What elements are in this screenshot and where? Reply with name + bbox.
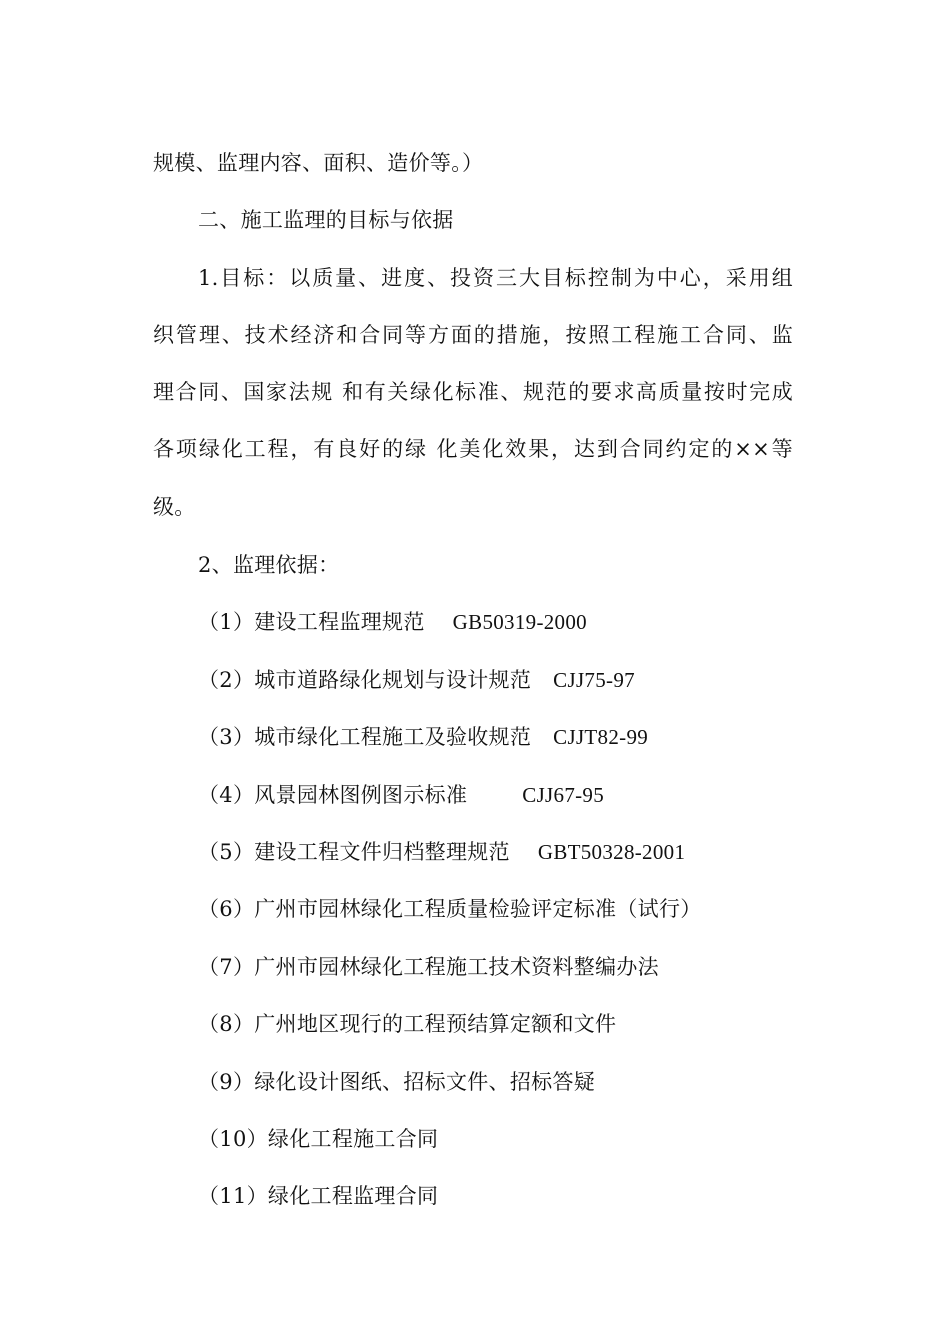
basis-list-item [198, 1181, 838, 1211]
basis-item-label: （11）绿化工程监理合同 [198, 1184, 439, 1208]
basis-item-label: （3）城市绿化工程施工及验收规范 [198, 725, 532, 749]
goal-paragraph-line: 理合同、国家法规 和有关绿化标准、规范的要求高质量按时完成 [153, 380, 793, 404]
basis-list-item [198, 1009, 838, 1039]
basis-item-code: CJJT82-99 [553, 725, 649, 749]
basis-heading: 2、监理依据： [198, 553, 340, 577]
basis-item-code: GBT50328-2001 [537, 840, 686, 864]
basis-item-label: （9）绿化设计图纸、招标文件、招标答疑 [198, 1070, 596, 1094]
basis-list-item [198, 607, 838, 637]
basis-item-label: （5）建设工程文件归档整理规范 [198, 840, 510, 864]
basis-item-code: CJJ75-97 [553, 668, 635, 692]
basis-item-code: CJJ67-95 [522, 783, 605, 807]
basis-list-item [198, 894, 838, 924]
basis-list-item [198, 780, 838, 810]
basis-item-label: （2）城市道路绿化规划与设计规范 [198, 668, 532, 692]
basis-list-item [198, 1067, 838, 1097]
basis-list-item [198, 1124, 838, 1154]
intro-tail-text: 规模、监理内容、面积、造价等。） [153, 151, 484, 175]
basis-list-item [198, 837, 838, 867]
goal-paragraph-line: 级。 [153, 495, 196, 519]
basis-item-label: （10）绿化工程施工合同 [198, 1127, 439, 1151]
basis-item-label: （6）广州市园林绿化工程质量检验评定标准（试行） [198, 897, 702, 921]
goal-paragraph-line: 1.目标：以质量、进度、投资三大目标控制为中心，采用组 [198, 266, 793, 290]
basis-item-code: GB50319-2000 [452, 610, 587, 634]
basis-item-label: （8）广州地区现行的工程预结算定额和文件 [198, 1012, 617, 1036]
basis-item-label: （7）广州市园林绿化工程施工技术资料整编办法 [198, 955, 659, 979]
basis-list-item [198, 952, 838, 982]
basis-item-label: （1）建设工程监理规范 [198, 610, 425, 634]
basis-list-item [198, 665, 838, 695]
goal-paragraph-line: 织管理、技术经济和合同等方面的措施，按照工程施工合同、监 [153, 323, 793, 347]
basis-list-item [198, 722, 838, 752]
section-heading: 二、施工监理的目标与依据 [198, 208, 454, 232]
basis-item-label: （4）风景园林图例图示标准 [198, 783, 468, 807]
goal-paragraph-line: 各项绿化工程，有良好的绿 化美化效果，达到合同约定的××等 [153, 437, 793, 461]
